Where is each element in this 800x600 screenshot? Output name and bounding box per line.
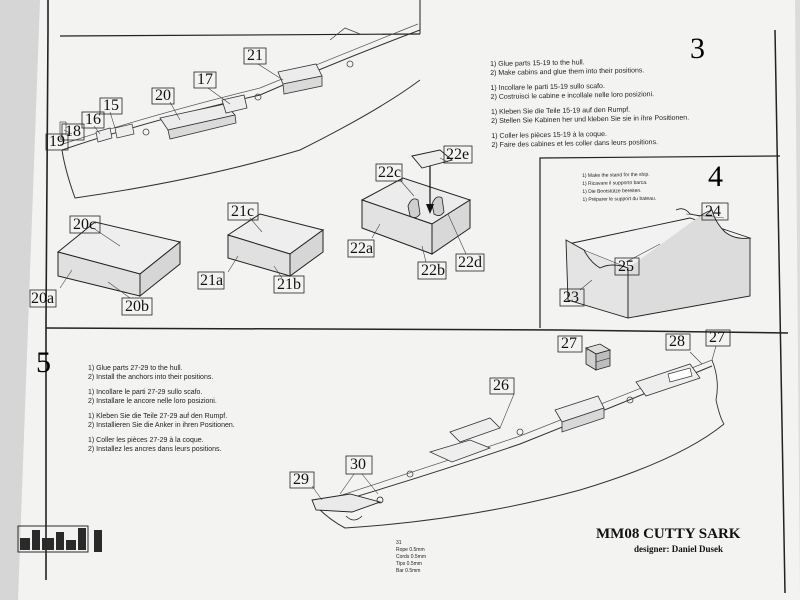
part-label: 20a [31, 290, 55, 307]
part-label: 23 [563, 289, 579, 306]
part-label: 22e [446, 146, 470, 163]
model-title: MM08 CUTTY SARK [596, 526, 741, 542]
materials-line: 31 [396, 540, 402, 546]
designer-credit: designer: Daniel Dusek [634, 544, 724, 554]
materials-list [396, 540, 426, 575]
instruction-line: 1) Die Bootstütze bereiten. [582, 187, 642, 195]
part-label: 22c [378, 164, 402, 181]
instruction-line: 2) Make cabins and glue them into their positions. [490, 67, 645, 77]
part-label: 28 [669, 333, 685, 350]
step-5-number: 5 [36, 346, 51, 379]
part-label: 27 [561, 335, 577, 352]
part-label: 30 [350, 456, 366, 473]
instruction-line: 2) Faire des cabines et les coller dans leurs positions. [491, 139, 659, 149]
part-label: 15 [103, 97, 119, 114]
part-label: 18 [65, 123, 81, 140]
instruction-line: 1) Coller les pièces 27-29 à la coque. [88, 437, 204, 444]
part-label: 29 [293, 471, 309, 488]
instruction-line: 1) Make the stand for the ship. [582, 171, 650, 179]
instruction-line: 1) Coller les pièces 15-19 à la coque. [491, 130, 607, 140]
materials-line: Bar 0.5mm [396, 568, 421, 574]
part-label: 16 [85, 111, 101, 128]
part-label: 17 [197, 71, 213, 88]
instruction-line: 2) Costruisci le cabine e incollale nelle loro posizioni. [490, 91, 655, 101]
part-label: 22a [350, 240, 374, 257]
part-label: 19 [49, 133, 65, 150]
part-label: 27 [709, 329, 725, 346]
part-label: 21a [200, 272, 224, 289]
step-4-number: 4 [708, 160, 723, 193]
instruction-line: 2) Install the anchors into their positions. [88, 374, 214, 381]
instruction-line: 2) Stellen Sie Kabinen her und kleben Sie sie in ihre Positionen. [491, 114, 690, 125]
step-4-instructions [582, 171, 656, 204]
part-label: 21 [247, 47, 263, 64]
step-3-instructions [490, 57, 690, 150]
part-label: 24 [705, 203, 721, 220]
step-5-instructions [88, 364, 235, 454]
materials-line: Rope 0.5mm [396, 547, 425, 553]
part-label: 20c [73, 216, 97, 233]
materials-line: Cords 0.5mm [396, 554, 427, 560]
part-label: 22b [421, 262, 445, 279]
instruction-line: 1) Kleben Sie die Teile 27-29 auf den Rumpf. [88, 413, 228, 420]
part-label: 26 [493, 377, 509, 394]
part-label: 22d [458, 254, 482, 271]
part-label: 21c [231, 203, 255, 220]
instruction-line: 1) Glue parts 27-29 to the hull. [88, 365, 183, 372]
instruction-line: 1) Kleben Sie die Teile 15-19 auf den Rumpf. [490, 106, 631, 116]
instruction-line: 2) Installieren Sie die Anker in ihren Positionen. [88, 422, 235, 429]
materials-line: Tips 0.5mm [396, 561, 422, 567]
part-label: 20 [155, 87, 171, 104]
part-label: 21b [277, 276, 301, 293]
instruction-line: 1) Incollare le parti 27-29 sullo scafo. [88, 389, 203, 396]
instruction-line: 1) Glue parts 15-19 to the hull. [490, 59, 585, 68]
instruction-line: 1) Préparer le support du bateau. [582, 195, 657, 203]
instruction-line: 2) Installare le ancore nelle loro posizioni. [88, 398, 217, 405]
part-label: 20b [125, 298, 149, 315]
instruction-line: 2) Installez les ancres dans leurs positions. [88, 446, 222, 453]
part-label: 25 [618, 258, 634, 275]
step-3-number: 3 [690, 32, 705, 65]
instruction-line: 1) Incollare le parti 15-19 sullo scafo. [490, 82, 605, 92]
instruction-line: 1) Ricavare il supporto barca. [582, 179, 648, 187]
